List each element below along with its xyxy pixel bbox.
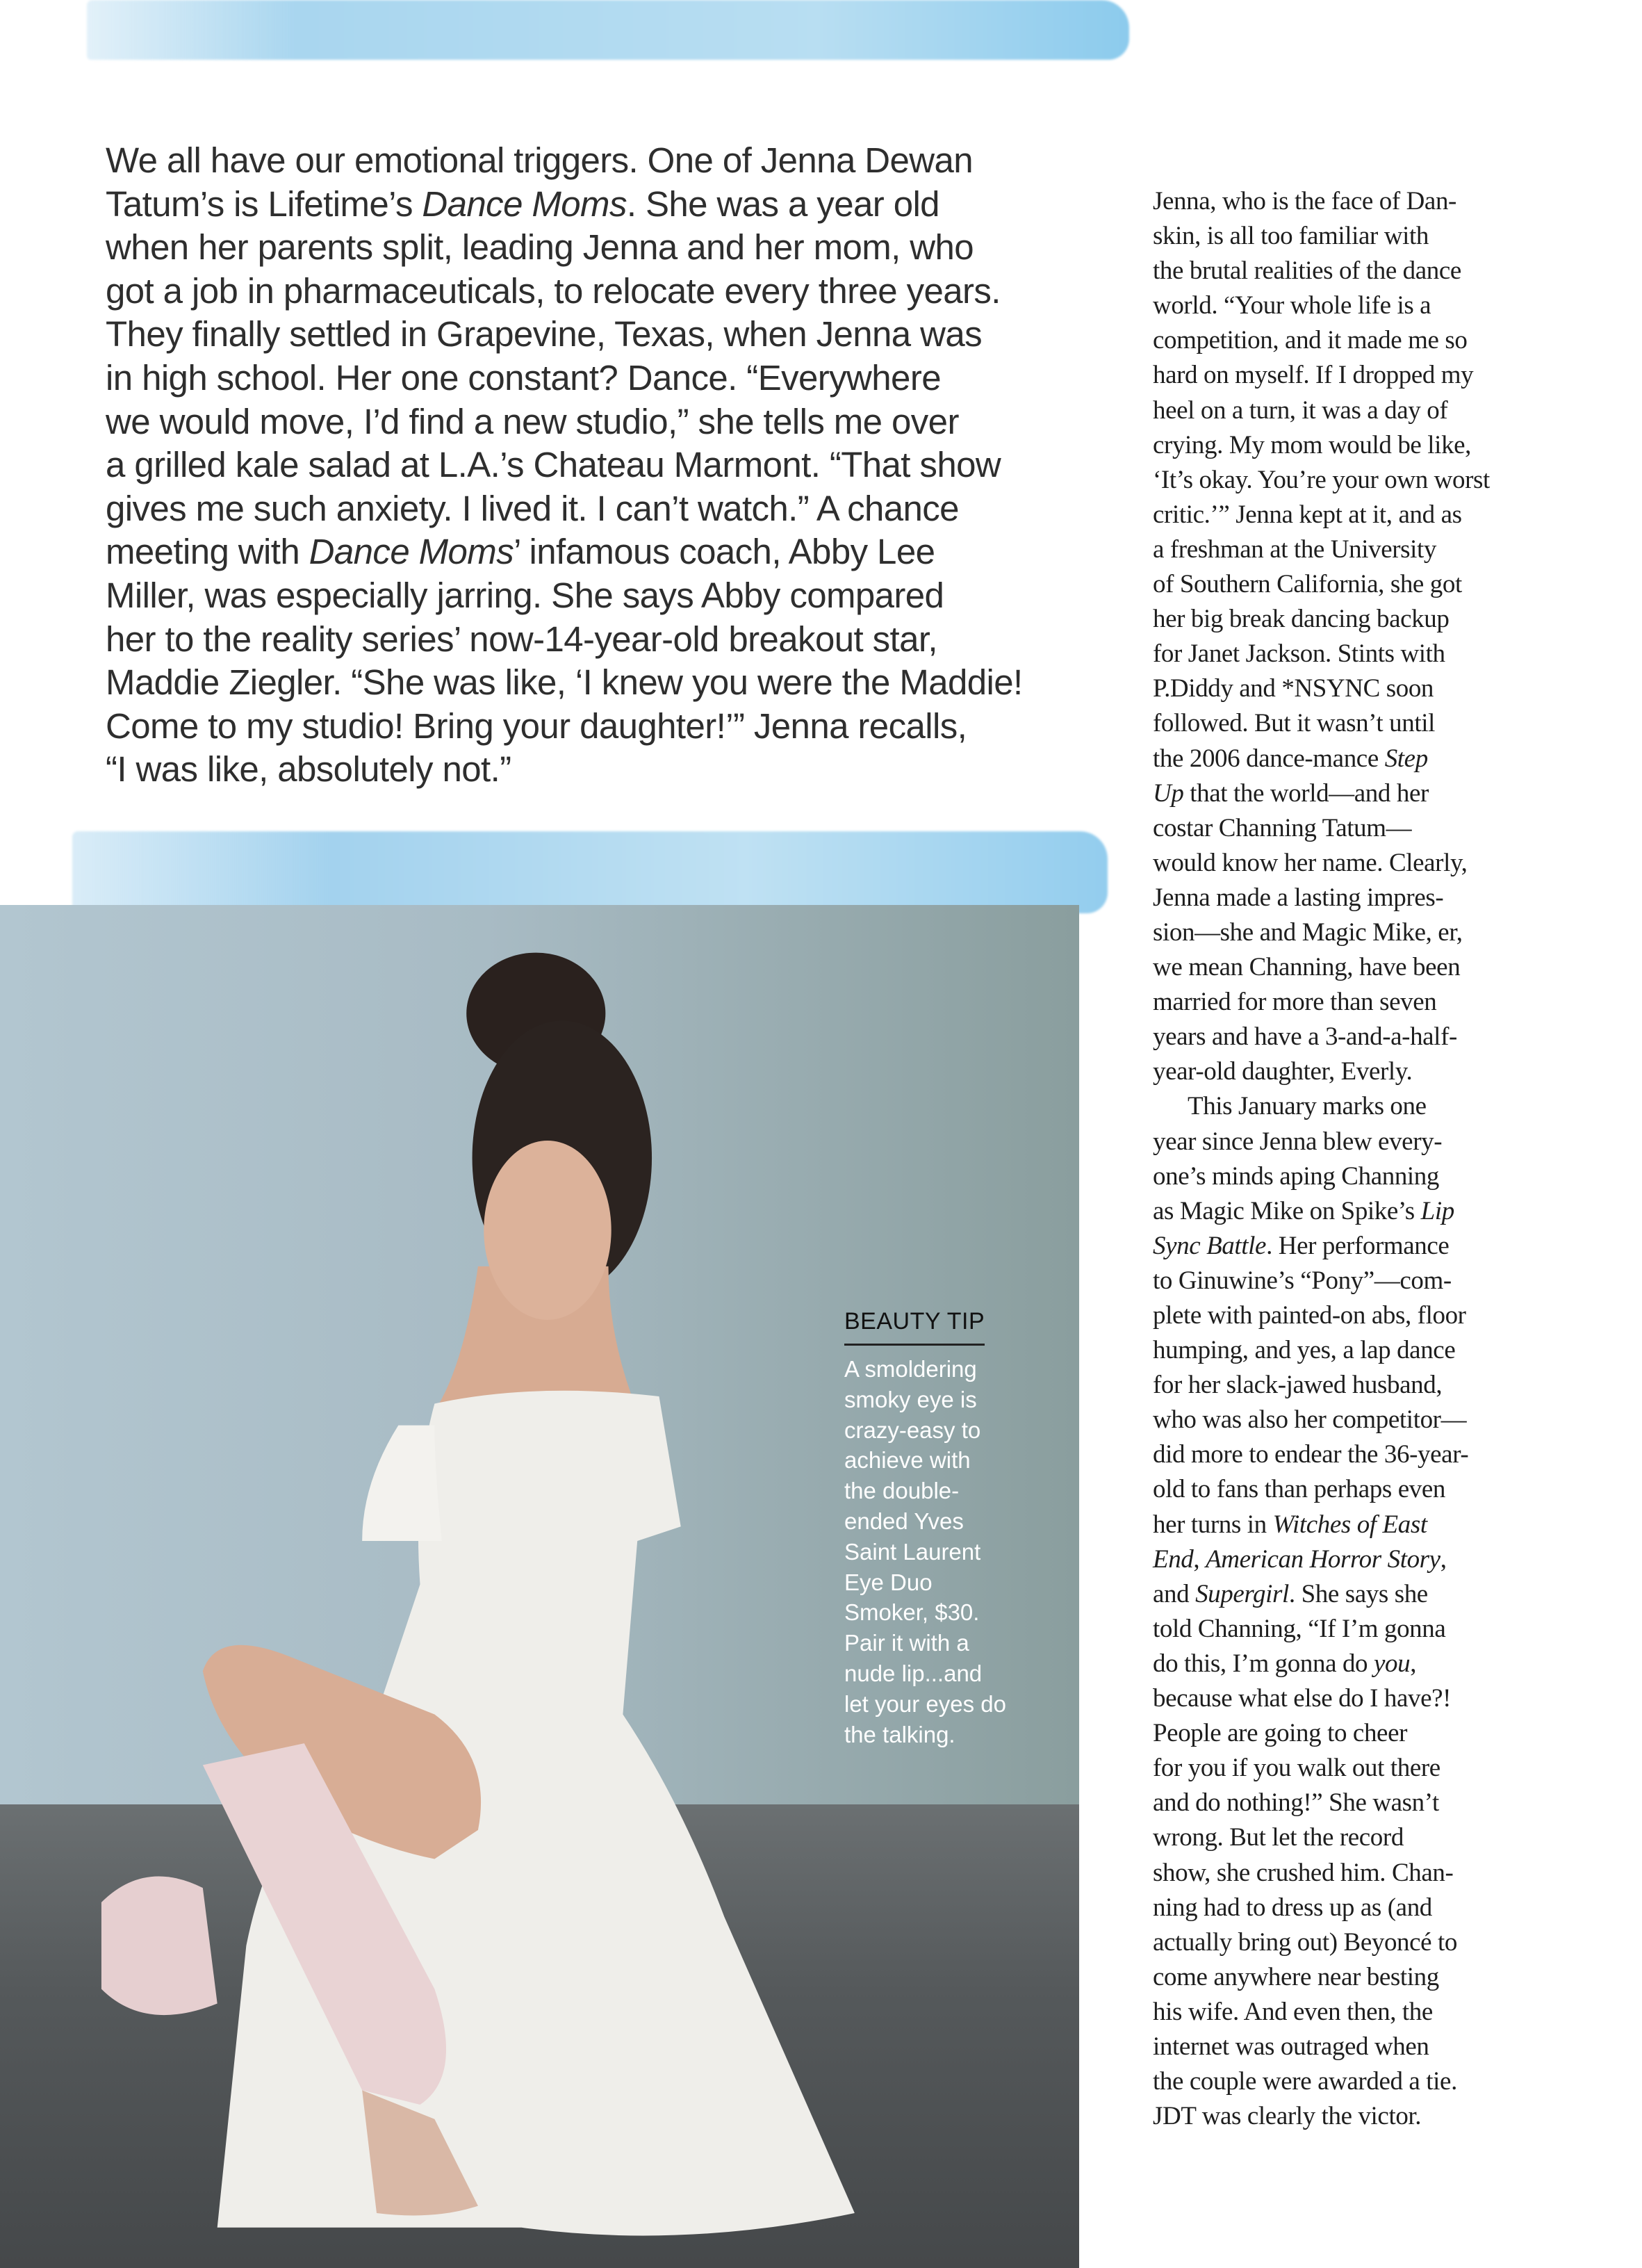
text-line (1153, 637, 1490, 671)
text-segment: skin, is all too familiar with (1153, 222, 1429, 251)
text-line (1153, 288, 1490, 323)
text-segment: followed. But it wasn’t until (1153, 709, 1436, 738)
text-line (1153, 881, 1490, 915)
beauty-tip-line: the talking. (844, 1721, 955, 1747)
text-line (1153, 1508, 1490, 1542)
text-segment: Jenna, who is the face of Dan- (1153, 187, 1456, 215)
text-segment: , (1440, 1544, 1447, 1574)
text-line (1153, 184, 1490, 219)
text-segment: People are going to cheer (1153, 1719, 1408, 1748)
italic-title: End (1153, 1544, 1194, 1574)
text-line (1153, 1125, 1490, 1159)
italic-title: Sync Battle (1153, 1231, 1267, 1260)
beauty-tip-line: nude lip...and (844, 1660, 983, 1686)
text-segment: “I was like, absolutely not.” (106, 749, 511, 790)
beauty-tip-line: Saint Laurent (844, 1538, 981, 1565)
text-line (106, 313, 1023, 357)
text-line (1153, 950, 1490, 985)
text-segment: , (1410, 1649, 1417, 1678)
text-line (1153, 428, 1490, 463)
text-segment: Miller, was especially jarring. She says Abby compared (106, 575, 944, 615)
text-line (1153, 1681, 1490, 1716)
beauty-tip-line: Eye Duo (844, 1569, 933, 1595)
text-segment: we mean Channing, have been (1153, 953, 1461, 982)
beauty-tip-line: A smoldering (844, 1356, 977, 1382)
text-line (1153, 1368, 1490, 1403)
text-line (1153, 2030, 1490, 2064)
text-line (1153, 1612, 1490, 1647)
text-line (1153, 985, 1490, 1020)
text-segment: JDT was clearly the victor. (1153, 2102, 1422, 2131)
text-line (1153, 1333, 1490, 1368)
text-line (1153, 1020, 1490, 1054)
text-line (1153, 1856, 1490, 1891)
beauty-tip-line: the double- (844, 1478, 960, 1504)
text-segment: her to the reality series’ now-14-year-old breakout star, (106, 619, 937, 659)
italic-title: Dance Moms (309, 532, 514, 572)
decorative-brush-stroke-middle (72, 831, 1108, 913)
text-line (1153, 1716, 1490, 1751)
italic-title: Up (1153, 778, 1184, 808)
text-line (1153, 2099, 1490, 2134)
text-segment: when her parents split, leading Jenna and her mom, who (106, 227, 974, 268)
text-line (1153, 567, 1490, 602)
text-segment: . She says she (1288, 1579, 1428, 1608)
text-line (1153, 811, 1490, 846)
text-segment: a freshman at the University (1153, 535, 1436, 564)
text-segment: that the world—and her (1183, 778, 1429, 808)
text-line (1153, 1820, 1490, 1855)
text-line (1153, 1751, 1490, 1786)
beauty-tip-heading: BEAUTY TIP (844, 1308, 985, 1335)
article-column (1153, 184, 1490, 2134)
text-segment: would know her name. Clearly, (1153, 848, 1468, 877)
text-line (106, 139, 1023, 183)
text-segment: year since Jenna blew every- (1153, 1127, 1443, 1156)
text-line (1153, 602, 1490, 637)
portrait-photo (0, 905, 1079, 2268)
text-segment: do this, I’m gonna do (1153, 1649, 1374, 1678)
text-segment: got a job in pharmaceuticals, to relocate every three years. (106, 270, 1001, 311)
italic-title: Step (1384, 744, 1428, 773)
text-segment: heel on a turn, it was a day of (1153, 395, 1448, 425)
text-line (106, 487, 1023, 531)
text-line (106, 618, 1023, 662)
text-line (1153, 532, 1490, 567)
text-segment: show, she crushed him. Chan- (1153, 1858, 1454, 1887)
text-line (1153, 1159, 1490, 1194)
text-segment: costar Channing Tatum— (1153, 813, 1412, 842)
text-segment: his wife. And even then, the (1153, 1997, 1433, 2026)
beauty-tip-line: smoky eye is (844, 1386, 977, 1412)
text-segment: years and have a 3-and-a-half- (1153, 1022, 1457, 1052)
italic-title: Witches of East (1272, 1510, 1427, 1539)
text-line (1153, 323, 1490, 358)
text-line (1153, 1264, 1490, 1298)
decorative-brush-stroke-top (87, 0, 1129, 60)
text-line (1153, 1298, 1490, 1333)
text-segment: , (1193, 1544, 1206, 1574)
text-line (1153, 846, 1490, 881)
text-segment: married for more than seven (1153, 988, 1437, 1017)
text-line (1153, 393, 1490, 428)
text-segment: internet was outraged when (1153, 2032, 1429, 2061)
text-line (1153, 1647, 1490, 1681)
beauty-tip-divider (844, 1344, 985, 1346)
text-line (106, 183, 1023, 227)
italic-title: Dance Moms (422, 183, 627, 224)
text-line (1153, 254, 1490, 288)
text-segment: the brutal realities of the dance (1153, 256, 1461, 286)
text-segment: Jenna made a lasting impres- (1153, 883, 1444, 912)
beauty-tip-line: ended Yves (844, 1508, 964, 1534)
text-line (1153, 776, 1490, 811)
text-segment: Tatum’s is Lifetime’s (106, 183, 422, 224)
text-segment: one’s minds aping Channing (1153, 1161, 1439, 1191)
text-line (1153, 1960, 1490, 1995)
text-segment: we would move, I’d find a new studio,” she tells me over (106, 401, 959, 441)
text-line (1153, 706, 1490, 741)
italic-title: Supergirl (1195, 1579, 1289, 1608)
text-line (1153, 1089, 1490, 1124)
text-segment: and (1153, 1579, 1196, 1608)
text-segment: the 2006 dance-mance (1153, 744, 1385, 773)
beauty-tip-line: let your eyes do (844, 1690, 1006, 1717)
text-segment: humping, and yes, a lap dance (1153, 1336, 1456, 1365)
text-segment: did more to endear the 36-year- (1153, 1440, 1469, 1469)
text-segment: actually bring out) Beyoncé to (1153, 1927, 1458, 1957)
text-line (106, 661, 1023, 705)
text-line (1153, 671, 1490, 706)
text-segment: competition, and it made me so (1153, 326, 1468, 355)
beauty-tip-line: Smoker, $30. (844, 1599, 980, 1626)
text-line (1153, 1542, 1490, 1577)
text-segment: wrong. But let the record (1153, 1823, 1404, 1852)
text-segment: ’ infamous coach, Abby Lee (514, 532, 935, 572)
text-segment: for Janet Jackson. Stints with (1153, 639, 1445, 669)
text-line (1153, 219, 1490, 254)
text-segment: her big break dancing backup (1153, 605, 1450, 634)
text-line (1153, 498, 1490, 532)
text-segment: We all have our emotional triggers. One of Jenna Dewan (106, 140, 974, 180)
text-segment: told Channing, “If I’m gonna (1153, 1614, 1446, 1643)
text-line (1153, 742, 1490, 776)
text-segment: world. “Your whole life is a (1153, 291, 1431, 320)
text-line (106, 226, 1023, 270)
text-segment: sion—she and Magic Mike, er, (1153, 917, 1463, 947)
beauty-tip-line: crazy-easy to (844, 1417, 981, 1443)
text-line (1153, 1925, 1490, 1960)
text-line (1153, 1229, 1490, 1264)
text-line (106, 357, 1023, 400)
italic-title: American Horror Story (1206, 1544, 1440, 1574)
text-line (1153, 463, 1490, 498)
text-segment: for you if you walk out there (1153, 1754, 1440, 1783)
text-segment: meeting with (106, 532, 309, 572)
text-segment: gives me such anxiety. I lived it. I can’t watch.” A chance (106, 488, 959, 528)
text-line (1153, 1054, 1490, 1089)
text-segment: because what else do I have?! (1153, 1684, 1452, 1713)
text-segment: crying. My mom would be like, (1153, 430, 1472, 459)
text-line (1153, 915, 1490, 950)
text-segment: hard on myself. If I dropped my (1153, 361, 1474, 390)
text-segment: the couple were awarded a tie. (1153, 2067, 1457, 2096)
text-segment: as Magic Mike on Spike’s (1153, 1196, 1421, 1225)
intro-paragraph (106, 139, 1023, 792)
text-segment: plete with painted-on abs, floor (1153, 1301, 1466, 1330)
text-line (106, 530, 1023, 574)
italic-title: Lip (1420, 1196, 1454, 1225)
text-line (106, 748, 1023, 792)
text-line (106, 574, 1023, 618)
text-segment: to Ginuwine’s “Pony”—com- (1153, 1266, 1452, 1295)
text-line (1153, 1577, 1490, 1612)
text-line (1153, 2064, 1490, 2099)
text-line (106, 705, 1023, 749)
italic-title: you (1374, 1649, 1411, 1678)
beauty-tip-body (844, 1354, 1006, 1749)
text-segment: a grilled kale salad at L.A.’s Chateau Marmont. “That show (106, 445, 1001, 485)
text-segment: critic.’” Jenna kept at it, and as (1153, 500, 1462, 529)
text-segment: come anywhere near besting (1153, 1962, 1439, 1991)
text-line (1153, 1437, 1490, 1472)
text-segment: of Southern California, she got (1153, 570, 1462, 599)
text-segment: . She was a year old (626, 183, 939, 224)
text-segment: in high school. Her one constant? Dance. “Everywhere (106, 357, 941, 398)
beauty-tip-line: Pair it with a (844, 1630, 969, 1656)
text-segment: year-old daughter, Everly. (1153, 1057, 1413, 1086)
text-segment: They finally settled in Grapevine, Texas, when Jenna was (106, 314, 982, 354)
text-segment: Come to my studio! Bring your daughter!’” Jenna recalls, (106, 705, 967, 746)
text-segment: old to fans than perhaps even (1153, 1475, 1445, 1504)
text-segment: for her slack-jawed husband, (1153, 1371, 1443, 1400)
text-segment: her turns in (1153, 1510, 1273, 1539)
text-segment: Maddie Ziegler. “She was like, ‘I knew you were the Maddie! (106, 662, 1023, 703)
text-segment: ‘It’s okay. You’re your own worst (1153, 465, 1490, 494)
text-segment: and do nothing!” She wasn’t (1153, 1788, 1439, 1818)
text-line (1153, 1995, 1490, 2030)
text-line (1153, 358, 1490, 393)
text-line (106, 270, 1023, 313)
text-segment: ning had to dress up as (and (1153, 1893, 1432, 1922)
text-line (106, 443, 1023, 487)
beauty-tip-sidebar (844, 1308, 1006, 1749)
text-line (1153, 1403, 1490, 1437)
text-segment: P.Diddy and *NSYNC soon (1153, 674, 1434, 703)
text-line (1153, 1786, 1490, 1820)
text-line (106, 400, 1023, 444)
beauty-tip-line: achieve with (844, 1447, 971, 1474)
text-segment: This January marks one (1188, 1092, 1427, 1121)
text-line (1153, 1891, 1490, 1925)
text-segment: who was also her competitor— (1153, 1405, 1467, 1435)
text-line (1153, 1472, 1490, 1507)
text-segment: . Her performance (1266, 1231, 1450, 1260)
text-line (1153, 1194, 1490, 1229)
